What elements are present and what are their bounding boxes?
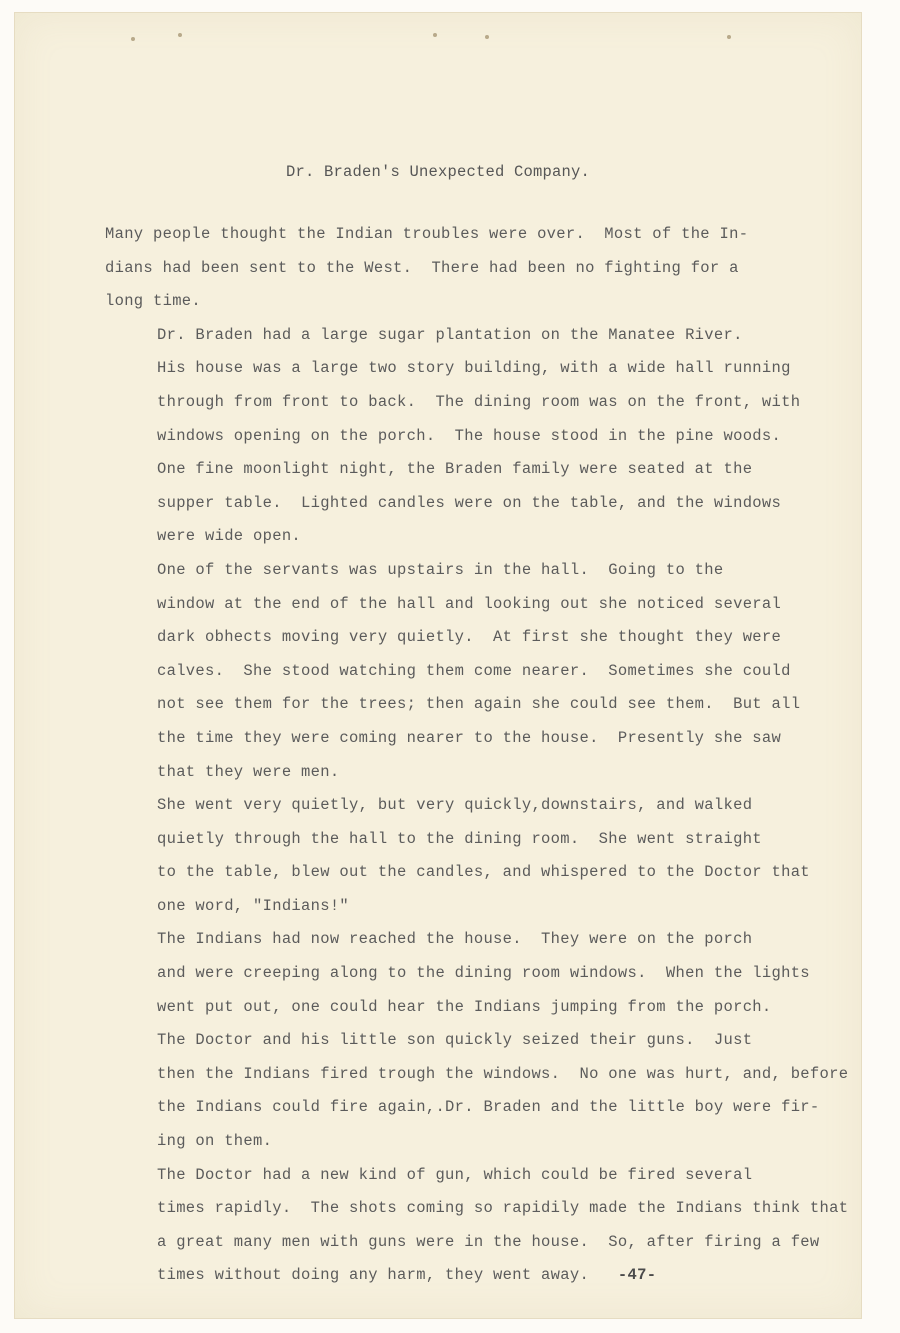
text-line: the Indians could fire again,.Dr. Braden and the little boy were fir-	[157, 1098, 820, 1117]
paper-speck	[727, 35, 731, 39]
text-line: to the table, blew out the candles, and whispered to the Doctor that	[157, 863, 810, 882]
paper-speck	[131, 37, 135, 41]
text-line: times rapidly. The shots coming so rapidily made the Indians think that	[157, 1199, 849, 1218]
text-line: were wide open.	[157, 527, 302, 546]
text-line: Dr. Braden had a large sugar plantation on the Manatee River.	[157, 325, 743, 344]
paragraph	[105, 453, 805, 554]
page-number: -47-	[617, 1266, 657, 1285]
text-line: The Indians had now reached the house. They were on the porch	[157, 930, 753, 949]
text-line: and were creeping along to the dining room windows. When the lights	[157, 964, 810, 983]
text-line: went put out, one could hear the Indians jumping from the porch.	[157, 997, 772, 1016]
text-line: then the Indians fired trough the windows. No one was hurt, and, before	[157, 1064, 849, 1083]
text-line: windows opening on the porch. The house stood in the pine woods.	[157, 426, 782, 445]
text-line: supper table. Lighted candles were on the table, and the windows	[157, 493, 782, 512]
text-line: One of the servants was upstairs in the hall. Going to the	[157, 560, 724, 579]
paragraph	[105, 789, 810, 923]
text-line: ing on them.	[157, 1132, 273, 1151]
text-line: dark obhects moving very quietly. At first she thought they were	[157, 628, 782, 647]
text-line: dians had been sent to the West. There had been no fighting for a	[105, 258, 739, 277]
text-line: One fine moonlight night, the Braden family were seated at the	[157, 460, 753, 479]
text-line: window at the end of the hall and looking out she noticed several	[157, 594, 782, 613]
paragraph	[105, 923, 810, 1024]
text-line: the time they were coming nearer to the house. Presently she saw	[157, 728, 782, 747]
text-line: The Doctor had a new kind of gun, which could be fired several	[157, 1165, 753, 1184]
page-title: Dr. Braden's Unexpected Company.	[285, 163, 591, 181]
paragraph	[105, 319, 805, 453]
text-line: one word, "Indians!"	[157, 896, 350, 915]
paragraph	[105, 218, 805, 319]
text-line: calves. She stood watching them come nearer. Sometimes she could	[157, 661, 791, 680]
paragraph	[105, 1159, 849, 1293]
text-line: long time.	[105, 292, 202, 311]
paragraph	[105, 1024, 849, 1158]
paper-speck	[433, 33, 437, 37]
paper-speck	[485, 35, 489, 39]
last-text-line	[105, 1259, 805, 1293]
text-line: She went very quietly, but very quickly,downstairs, and walked	[157, 796, 753, 815]
text-line: a great many men with guns were in the house. So, after firing a few	[157, 1232, 820, 1251]
text-line: times without doing any harm, they went away.	[157, 1266, 590, 1285]
text-line: through from front to back. The dining room was on the front, with	[157, 392, 801, 411]
text-line: His house was a large two story building, with a wide hall running	[157, 359, 791, 378]
paragraph	[105, 554, 805, 789]
text-line: not see them for the trees; then again she could see them. But all	[157, 695, 801, 714]
document-body	[105, 218, 849, 1293]
paper-speck	[178, 33, 182, 37]
text-line: that they were men.	[157, 762, 340, 781]
text-line: quietly through the hall to the dining room. She went straight	[157, 829, 762, 848]
text-line: Many people thought the Indian troubles were over. Most of the In-	[105, 225, 749, 243]
text-line: The Doctor and his little son quickly seized their guns. Just	[157, 1031, 753, 1050]
